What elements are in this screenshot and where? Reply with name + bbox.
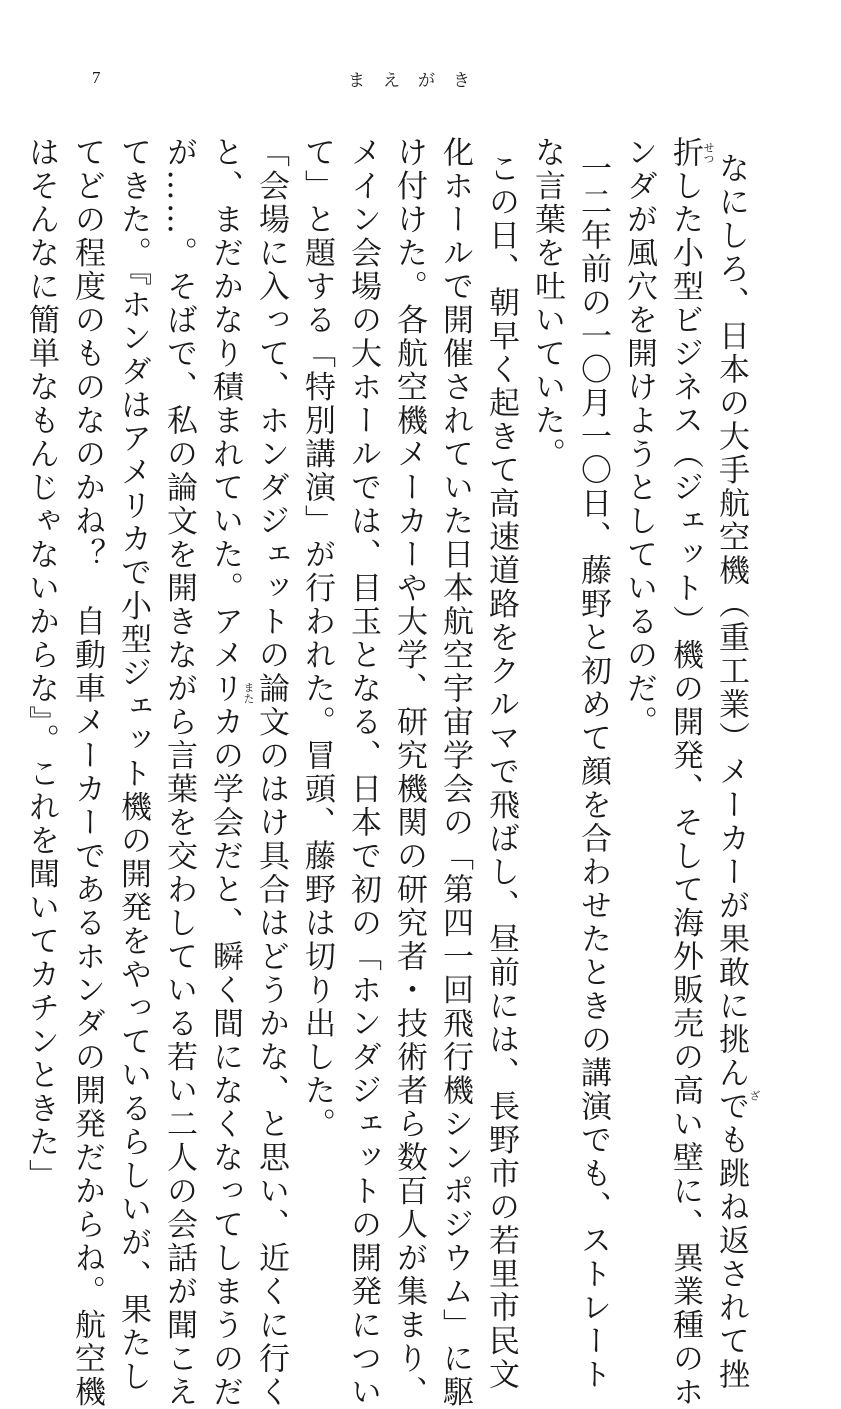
text-line-6: この日、朝早く起きて高速道路をクルマで飛ばし、昼前には、長野市の若里市民文 bbox=[483, 152, 519, 1392]
ruby-setsu: せつ bbox=[702, 142, 715, 164]
text-line-12: と、まだかなり積まれていた。アメリカの学会だと、瞬く間になくなってしまうのだ bbox=[207, 136, 243, 1409]
ruby-mata: また bbox=[242, 682, 255, 704]
text-line-8: け付けた。各航空機メーカーや大学、研究機関の研究者・技術者ら数百人が集まり、 bbox=[391, 136, 427, 1409]
section-title: まえがき bbox=[348, 71, 488, 91]
text-line-4: 一二年前の一〇月一〇日、藤野と初めて顔を合わせたときの講演でも、ストレート bbox=[575, 152, 611, 1392]
text-line-16: はそんなに簡単なもんじゃないからな』。これを聞いてカチンときた」 bbox=[23, 136, 59, 1193]
page-number: 7 bbox=[92, 68, 101, 87]
text-line-1: なにしろ、日本の大手航空機（重工業）メーカーが果敢に挑んでも跳ね返されて挫 bbox=[713, 152, 749, 1392]
text-line-11: 「会場に入って、ホンダジェットの論文のはけ具合はどうかな、と思い、近くに行く bbox=[253, 136, 289, 1409]
text-line-5: な言葉を吐いていた。 bbox=[529, 136, 565, 471]
text-line-9: メイン会場の大ホールでは、目玉となる、日本で初の「ホンダジェットの開発につい bbox=[345, 136, 381, 1409]
text-line-15: てどの程度のものなのかね？ 自動車メーカーであるホンダの開発だからね。航空機 bbox=[69, 136, 105, 1409]
text-line-3: ンダが風穴を開けようとしているのだ。 bbox=[621, 136, 657, 739]
text-line-7: 化ホールで開催されていた日本航空宇宙学会の「第四一回飛行機シンポジウム」に駆 bbox=[437, 136, 473, 1409]
ruby-za: ざ bbox=[748, 1090, 761, 1101]
text-line-10: て」と題する「特別講演」が行われた。冒頭、藤野は切り出した。 bbox=[299, 136, 335, 1141]
text-line-2: 折した小型ビジネス（ジェット）機の開発、そして海外販売の高い壁に、異業種のホ bbox=[667, 136, 703, 1409]
text-line-13: が……。そばで、私の論文を開きながら言葉を交わしている若い二人の会話が聞こえ bbox=[161, 136, 197, 1409]
text-line-14: てきた。『ホンダはアメリカで小型ジェット機の開発をやっているらしいが、果たし bbox=[115, 136, 151, 1394]
